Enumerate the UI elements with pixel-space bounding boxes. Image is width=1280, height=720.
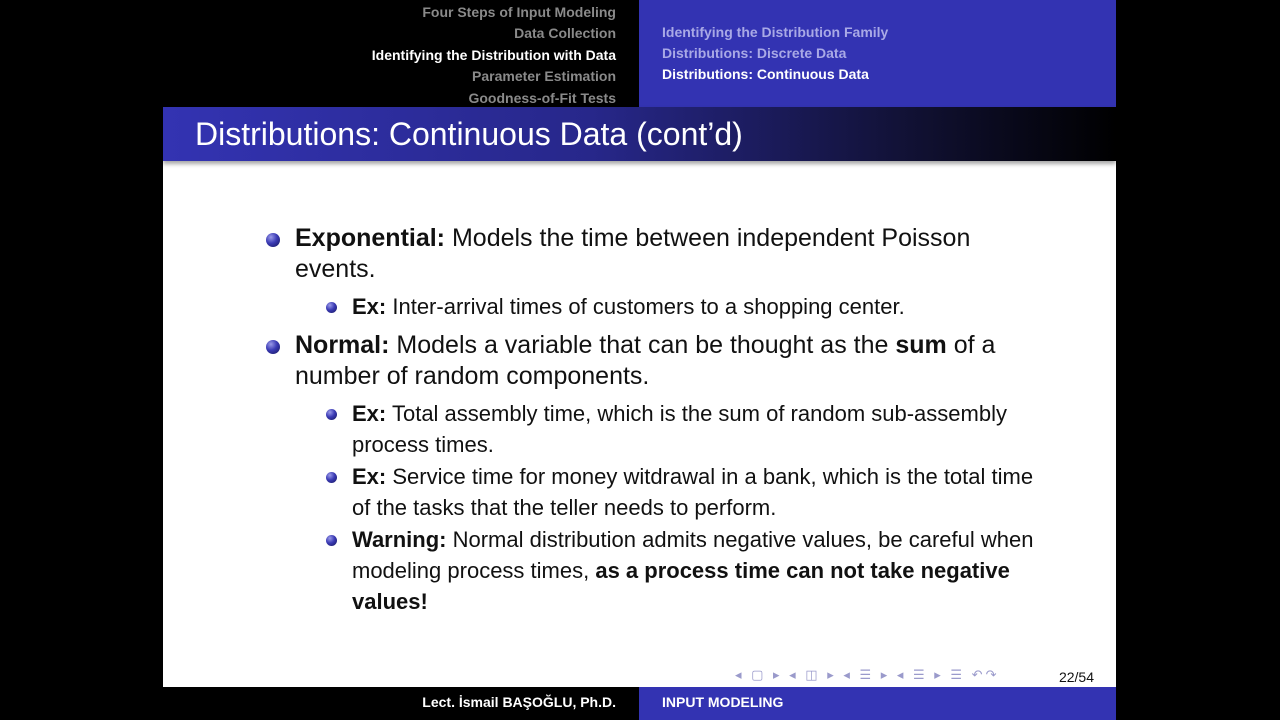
bullet-normal-example-2 <box>352 461 1052 523</box>
bullet-exponential-example <box>352 291 1052 322</box>
nav-section-goodness-of-fit[interactable]: Goodness-of-Fit Tests <box>468 90 616 106</box>
text-normal-after: of a number of random components. <box>295 331 996 390</box>
bullet-icon <box>266 340 280 354</box>
text-warning: Normal distribution admits negative values, be careful when modeling process times, <box>352 527 1034 583</box>
section-navigation <box>163 0 639 107</box>
term-ex: Ex: <box>352 294 387 319</box>
sub-bullet-icon <box>326 472 337 483</box>
nav-section-four-steps[interactable]: Four Steps of Input Modeling <box>422 4 616 20</box>
nav-section-data-collection[interactable]: Data Collection <box>514 25 616 41</box>
text-normal-before: Models a variable that can be thought as the <box>389 331 896 359</box>
slide-title: Distributions: Continuous Data (cont’d) <box>195 116 743 152</box>
bullet-normal <box>295 330 1055 392</box>
text-normal-example-1: Total assembly time, which is the sum of random sub-assembly process times. <box>352 401 1007 457</box>
slide-content <box>163 161 1116 687</box>
term-ex: Ex: <box>352 401 387 426</box>
sub-bullet-icon <box>326 535 337 546</box>
navigation-symbols-icon[interactable]: ◂ ▢ ▸ ◂ ◫ ▸ ◂ ☰ ▸ ◂ ☰ ▸ ☰ ↶↷ <box>735 667 1000 682</box>
text-exponential: Models the time between independent Poisson events. <box>295 224 971 283</box>
text-normal-emph: sum <box>895 331 947 359</box>
sub-bullet-icon <box>326 409 337 420</box>
nav-subsection-continuous[interactable]: Distributions: Continuous Data <box>662 66 869 82</box>
term-ex: Ex: <box>352 464 387 489</box>
subsection-navigation <box>639 0 1116 107</box>
term-warning: Warning: <box>352 527 447 552</box>
title-bar <box>163 107 1116 161</box>
page-number: 22/54 <box>1058 669 1094 685</box>
term-exponential: Exponential: <box>295 224 446 252</box>
sub-bullet-icon <box>326 302 337 313</box>
nav-subsection-family[interactable]: Identifying the Distribution Family <box>662 24 889 40</box>
slide <box>163 0 1116 720</box>
text-warning-emph: as a process time can not take negative values! <box>352 558 1010 614</box>
footer-course: INPUT MODELING <box>662 694 784 710</box>
footer-author-bar <box>163 687 639 720</box>
bullet-exponential <box>295 223 1055 285</box>
text-exponential-example: Inter-arrival times of customers to a shopping center. <box>386 294 905 319</box>
text-normal-example-2: Service time for money witdrawal in a bank, which is the total time of the tasks that the teller needs to perform. <box>352 464 1034 520</box>
nav-section-identifying-distribution[interactable]: Identifying the Distribution with Data <box>371 47 616 63</box>
nav-subsection-discrete[interactable]: Distributions: Discrete Data <box>662 45 847 61</box>
term-normal: Normal: <box>295 331 390 359</box>
bullet-warning <box>352 524 1052 617</box>
footer-course-bar <box>639 687 1116 720</box>
footer-author: Lect. İsmail BAŞOĞLU, Ph.D. <box>422 694 616 710</box>
bullet-icon <box>266 233 280 247</box>
nav-section-parameter-estimation[interactable]: Parameter Estimation <box>472 68 616 84</box>
bullet-normal-example-1 <box>352 398 1052 460</box>
